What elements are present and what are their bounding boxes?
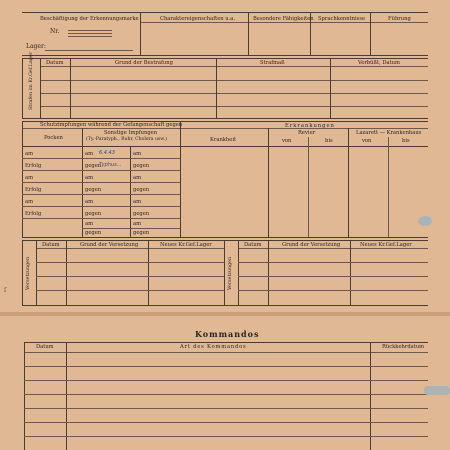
vacc-row-2-col-3: gegen [133,163,150,169]
penalty-side-label: Strafen im Kr.Gef.Lager [29,51,34,110]
penalty-col-datum: Datum [46,60,64,66]
characteristics-label: Charaktereigenschaften u.a. [160,16,236,22]
rule [24,366,428,367]
rule [370,12,371,55]
rule [140,22,428,23]
rule [24,352,428,353]
rule [180,121,181,237]
rule [330,58,331,118]
binder-clip [424,386,450,395]
rule [22,305,428,306]
revier-label: Revier [298,130,316,136]
revier-von: von [282,138,292,144]
rule [216,58,217,118]
rule [268,128,269,237]
vacc-row-4-col-1: Erfolg [25,187,42,193]
rule [22,58,428,59]
transfer-right-col-lager: Neues Kr.Gef.Lager [360,242,412,248]
rule [248,12,249,55]
vacc-row-8-col-2: gegen [85,230,102,236]
other-vaccination-sub: (Ty.-Paratyph., Ruhr, Cholera usw.) [86,137,167,142]
vacc-row-6-col-1: Erfolg [25,211,42,217]
beschaeftigung-label: Beschäftigung der Erkennungsmarke [40,16,139,22]
vacc-row-1-col-1: am [25,151,34,157]
lager-label: Lager: [26,43,46,50]
vacc-row-4-col-2: gegen [85,187,102,193]
rule [22,55,428,56]
rule [24,342,428,343]
revier-bis: bis [325,138,333,144]
nr-field-line [68,33,112,34]
transfer-side-label-left: Versetzungen [26,256,31,290]
pocken-label: Pocken [44,135,63,141]
vacc-row-5-col-3: am [133,199,142,205]
rule [224,240,225,305]
rule [238,240,239,305]
rule [24,408,428,409]
transfer-left-col-lager: Neues Kr.Gef.Lager [160,242,212,248]
rule [238,248,428,249]
kommandos-col-rueckkehr: Rückkehrdatum [382,344,425,350]
rule [36,290,224,291]
abilities-label: Besondere Fähigkeiten [253,16,314,22]
krankheit-label: Krankheit [210,137,237,143]
rule [66,342,67,450]
nr-field-line [68,36,112,37]
rule [36,262,224,263]
rule [238,290,428,291]
lazarett-label: Lazarett — Krankenhaus [356,130,422,136]
transfer-left-col-grund: Grund der Versetzung [80,242,139,248]
vacc-row-3-col-2: am [85,175,94,181]
rule [22,240,23,305]
rule [22,182,180,183]
rule [148,240,149,305]
rule [22,158,180,159]
rule [24,342,25,450]
lazarett-bis: bis [402,138,410,144]
vacc-row-3-col-3: am [133,175,142,181]
rule [22,58,23,118]
transfer-right-col-grund: Grund der Versetzung [282,242,341,248]
rule [22,218,180,219]
rule [130,146,131,237]
vacc-row-7-col-2: am [85,221,94,227]
illness-header: Erkrankungen [285,123,335,129]
transfer-left-col-datum: Datum [42,242,60,248]
vacc-row-2-col-1: Erfolg [25,163,42,169]
rule [348,128,349,237]
rule [388,137,389,237]
vacc-row-4-col-3: gegen [133,187,150,193]
rule [66,240,67,305]
handwritten-text: Typhus... [99,162,122,168]
vacc-row-6-col-3: gegen [133,211,150,217]
vacc-row-6-col-2: gegen [85,211,102,217]
rule [22,121,23,237]
nr-field-line [68,30,112,31]
rule [70,58,71,118]
language-label: Sprachkenntnisse [318,16,366,22]
rule [82,228,180,229]
rule [24,380,428,381]
rule [140,12,141,55]
rule [40,80,428,81]
rule [238,276,428,277]
rule [22,194,180,195]
handwritten-date: 6.4.43 [99,150,115,156]
other-vaccination-label: Sonstige Impfungen [104,130,158,136]
margin-mark: ſ [4,287,7,294]
kommandos-col-datum: Datum [36,344,54,350]
rule [268,240,269,305]
transfer-side-label-right: Versetzungen [228,256,233,290]
lazarett-von: von [362,138,372,144]
kommandos-title: Kommandos [195,329,260,339]
rule [308,137,309,237]
lager-field-line [45,50,133,51]
rule [36,248,224,249]
vacc-row-8-col-3: gegen [133,230,150,236]
penalty-col-verbuesst: Verbüßt, Datum [358,60,400,66]
rule [22,118,428,119]
rule [40,66,428,67]
penalty-col-strafmass: Strafmaß [260,60,285,66]
rule [36,240,37,305]
rule [22,12,428,13]
vacc-row-5-col-2: am [85,199,94,205]
rule [350,240,351,305]
rule [22,170,180,171]
rule [24,422,428,423]
rule [40,93,428,94]
transfer-right-col-datum: Datum [244,242,262,248]
penalty-col-grund: Grund der Bestrafung [115,60,173,66]
vacc-row-1-col-3: am [133,151,142,157]
kommandos-col-art: Art des Kommandos [180,344,247,350]
vaccination-header: Schutzimpfungen während der Gefangenschaft gegen [40,122,183,128]
rule [22,240,428,241]
page-fold [0,312,450,316]
vacc-row-1-col-2: am [85,151,94,157]
rule [36,276,224,277]
vacc-row-3-col-1: am [25,175,34,181]
vacc-row-5-col-1: am [25,199,34,205]
rule [370,342,371,450]
rule [24,394,428,395]
rule [238,262,428,263]
punch-hole [418,216,432,226]
rule [24,436,428,437]
rule [22,206,180,207]
rule [22,128,180,129]
conduct-label: Führung [388,16,411,22]
rule [40,58,41,118]
rule [22,237,428,238]
rule [40,106,428,107]
vacc-row-7-col-3: am [133,221,142,227]
nr-label: Nr. [50,28,60,35]
vacc-row-2-col-2: gegen [85,163,102,169]
